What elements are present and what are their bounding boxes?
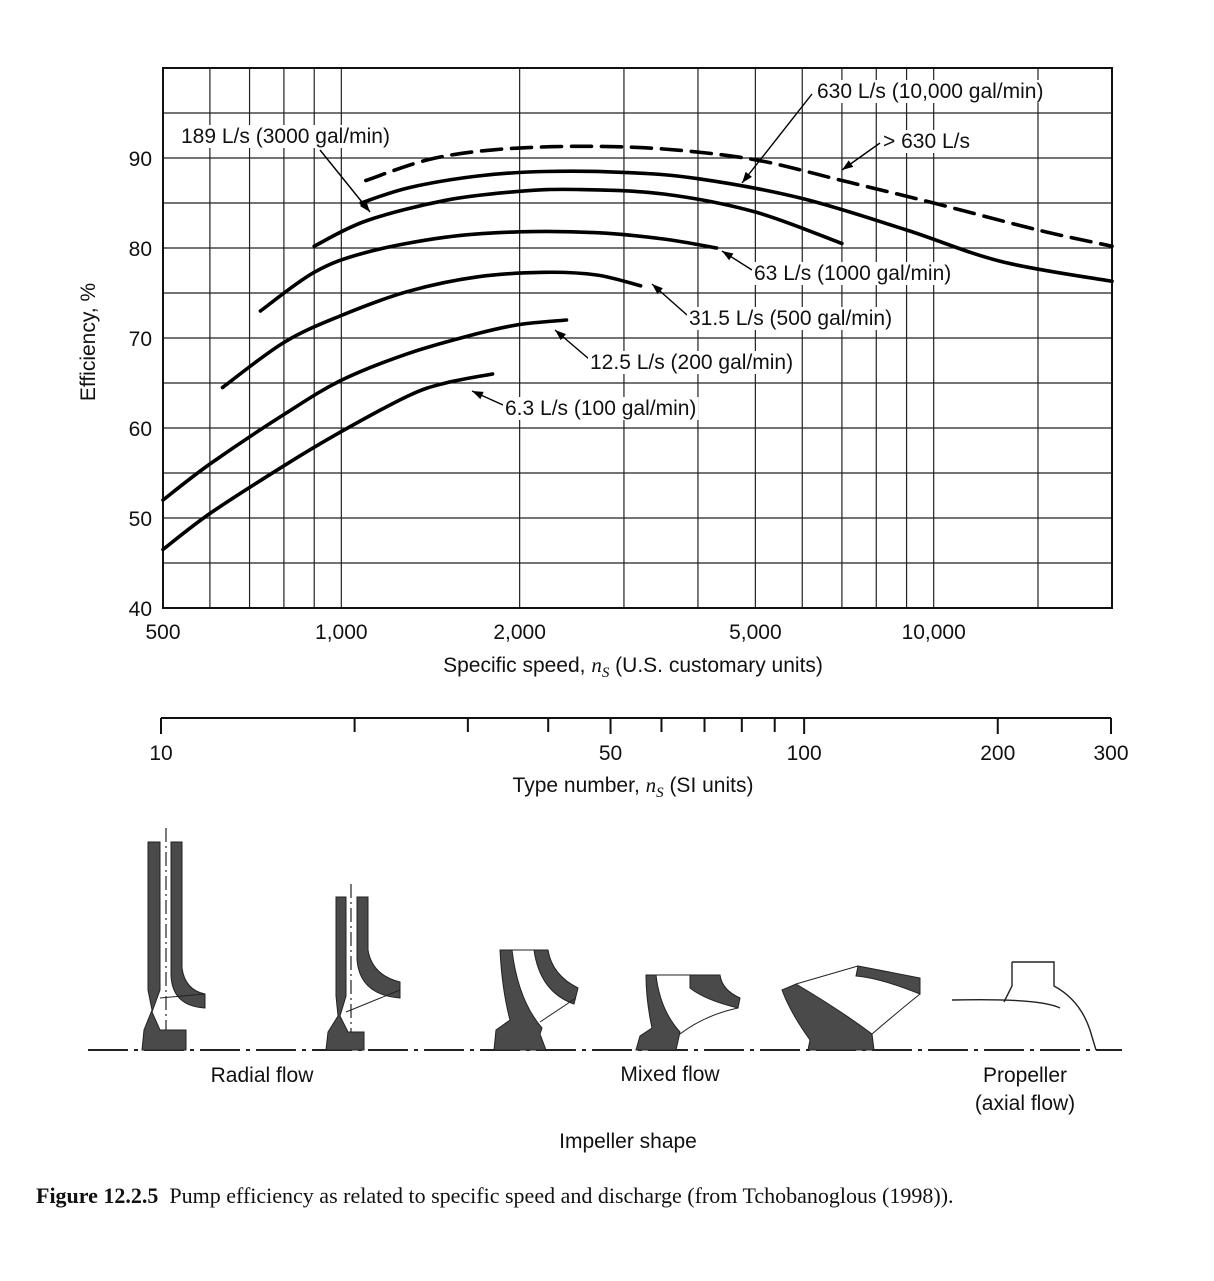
type-number-tick-label: 100: [786, 742, 822, 765]
series-line: [223, 272, 641, 387]
y-tick-label: 40: [128, 598, 152, 621]
figure-number: Figure 12.2.5: [36, 1183, 159, 1208]
annotation-label: 12.5 L/s (200 gal/min): [590, 351, 794, 374]
impeller-shape-title: Impeller shape: [559, 1130, 697, 1153]
y-axis-label: Efficiency, %: [77, 282, 100, 402]
label-axial-flow: (axial flow): [974, 1092, 1076, 1115]
chart-annotations: [179, 80, 1045, 420]
impeller-mixed-1: [494, 950, 578, 1050]
annotation-label: 63 L/s (1000 gal/min): [754, 262, 952, 285]
x-axis-label: Specific speed, $n_S$ (U.S. customary units): [443, 653, 823, 681]
x-tick-label: 10,000: [901, 621, 966, 644]
impeller-shapes-panel: [88, 828, 1122, 1153]
annotation-label: 31.5 L/s (500 gal/min): [689, 307, 893, 330]
figure-caption-text: Pump efficiency as related to specific speed and discharge (from Tchobanoglous (1998)).: [169, 1183, 954, 1208]
impeller-mixed-2: [636, 975, 740, 1050]
label-radial-flow: Radial flow: [210, 1064, 314, 1087]
y-tick-label: 70: [128, 328, 152, 351]
annotation-label: 189 L/s (3000 gal/min): [181, 125, 390, 148]
y-tick-label: 80: [128, 238, 152, 261]
label-mixed-flow: Mixed flow: [620, 1063, 720, 1086]
annotation-label: 6.3 L/s (100 gal/min): [505, 397, 697, 420]
series-line: [361, 171, 1112, 281]
type-number-axis-label: Type number, $n_S$ (SI units): [512, 773, 754, 801]
figure-caption: [36, 1183, 1196, 1209]
type-number-tick-label: 50: [598, 742, 623, 765]
y-tick-label: 50: [128, 508, 152, 531]
y-tick-label: 60: [128, 418, 152, 441]
annotation-arrowhead: [722, 251, 733, 260]
impeller-radial-2: [326, 884, 400, 1050]
type-number-tick-label: 200: [980, 742, 1016, 765]
type-number-axis: [149, 718, 1128, 765]
type-number-tick-label: 300: [1093, 742, 1129, 765]
annotation-arrowhead: [472, 391, 484, 399]
x-tick-label: 1,000: [315, 621, 368, 644]
label-propeller: Propeller: [982, 1064, 1068, 1087]
type-number-tick-label: 10: [149, 742, 173, 765]
annotation-arrowhead: [842, 160, 853, 170]
y-tick-label: 90: [128, 148, 152, 171]
x-tick-label: 2,000: [493, 621, 546, 644]
chart-series: [163, 146, 1112, 549]
annotation-label: 630 L/s (10,000 gal/min): [817, 80, 1044, 103]
impeller-propeller: [952, 962, 1096, 1050]
series-line: [314, 189, 842, 246]
impeller-radial-1: [142, 828, 205, 1050]
x-tick-label: 500: [145, 621, 181, 644]
x-tick-label: 5,000: [729, 621, 782, 644]
annotation-leader: [742, 94, 812, 183]
annotation-arrowhead: [742, 172, 752, 183]
annotation-label: > 630 L/s: [883, 130, 970, 153]
impeller-mixed-3: [782, 966, 920, 1050]
series-line: [260, 231, 716, 311]
chart-tick-labels: [129, 148, 966, 644]
